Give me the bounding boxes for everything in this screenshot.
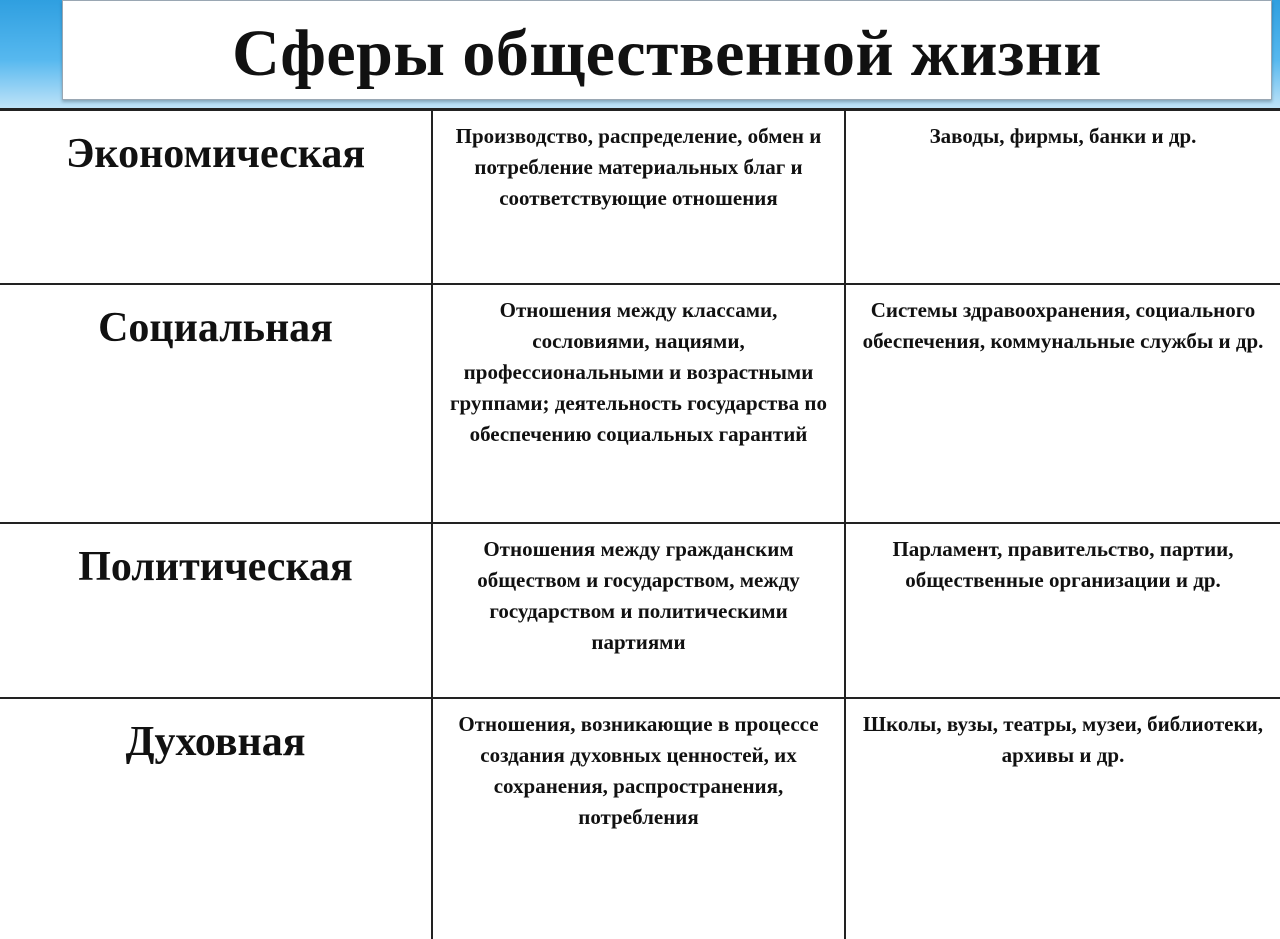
institutions-cell	[845, 523, 1280, 698]
sphere-description: Отношения между классами, сословиями, нациями, профессиональными и возрастными группами; деятельность государства по обеспечению социальных гарантий	[449, 297, 828, 446]
description-cell	[432, 523, 845, 698]
sphere-description: Отношения между гражданским обществом и государством, между государством и политическими партиями	[477, 536, 800, 654]
page-title: Сферы общественной жизни	[232, 17, 1102, 90]
sphere-cell	[0, 523, 432, 698]
sphere-name: Экономическая	[65, 131, 366, 177]
description-cell	[432, 698, 845, 939]
spheres-table	[0, 108, 1280, 939]
sphere-institutions: Заводы, фирмы, банки и др.	[929, 124, 1197, 148]
sphere-name: Социальная	[98, 304, 333, 351]
sphere-name: Духовная	[125, 718, 306, 765]
title-box	[62, 0, 1272, 100]
table-row	[0, 698, 1280, 939]
description-cell	[432, 110, 845, 284]
institutions-cell	[845, 698, 1280, 939]
sphere-institutions: Системы здравоохранения, социального обеспечения, коммунальные службы и др.	[862, 297, 1264, 353]
table-row	[0, 110, 1280, 284]
sphere-description: Производство, распределение, обмен и потребление материальных благ и соответствующие отношения	[455, 124, 822, 210]
sphere-institutions: Школы, вузы, театры, музеи, библиотеки, архивы и др.	[863, 711, 1263, 767]
institutions-cell	[845, 284, 1280, 523]
sphere-description: Отношения, возникающие в процессе создания духовных ценностей, их сохранения, распространения, потребления	[458, 711, 819, 829]
table-row	[0, 523, 1280, 698]
sphere-cell	[0, 698, 432, 939]
description-cell	[432, 284, 845, 523]
sphere-institutions: Парламент, правительство, партии, общественные организации и др.	[892, 536, 1234, 592]
sphere-cell	[0, 110, 432, 284]
institutions-cell	[845, 110, 1280, 284]
table-row	[0, 284, 1280, 523]
sphere-cell	[0, 284, 432, 523]
spheres-table-container	[0, 108, 1280, 937]
sphere-name: Политическая	[78, 543, 353, 590]
